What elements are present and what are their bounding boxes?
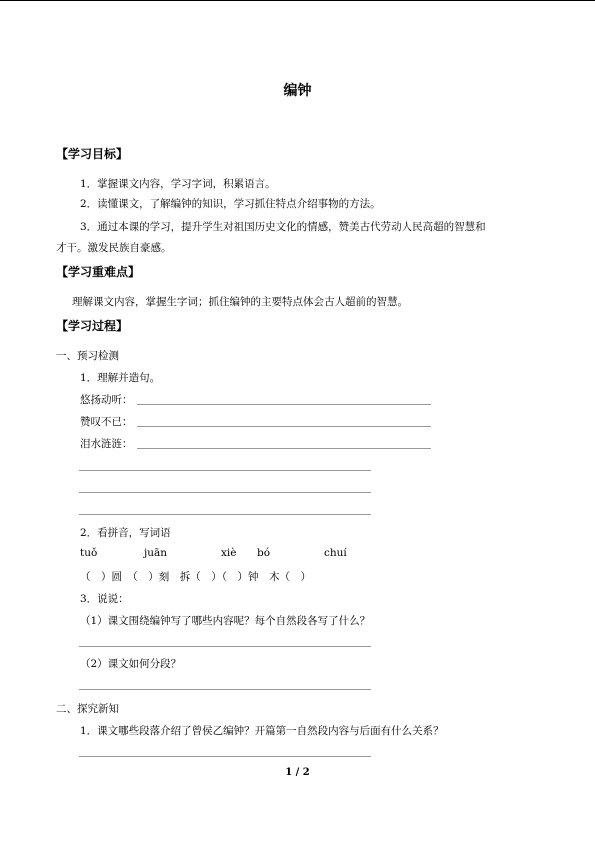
part2-q1: 1．课文哪些段落介绍了曾侯乙编钟？开篇第一自然段内容与后面有什么关系？ <box>80 725 444 737</box>
term-label-3: 泪水涟涟： <box>80 438 133 450</box>
pinyin-5: chuí <box>324 547 347 559</box>
key-text: 理解课文内容，掌握生字词；抓住编钟的主要特点体会古人超前的智慧。 <box>72 296 408 308</box>
goal-item-3: 3．通过本课的学习，提升学生对祖国历史文化的情感，赞美古代劳动人民高超的智慧和 <box>80 221 486 233</box>
header-rule <box>0 0 595 1</box>
key-heading: 【学习重难点】 <box>56 265 141 279</box>
goal-item-2: 2．读懂课文，了解编钟的知识，学习抓住特点介绍事物的方法。 <box>80 198 381 210</box>
q1-title: 1．理解并造句。 <box>80 372 161 384</box>
part1-title: 一、预习检测 <box>56 350 119 362</box>
q3-title: 3．说说： <box>80 593 129 605</box>
pinyin-word-blanks[interactable]: （ ）圆 （ ）刻 拆（ ）（ ）钟 木（ ） <box>80 571 311 583</box>
q3-sub2: （2）课文如何分段？ <box>80 658 182 670</box>
goal-item-3-cont: 才干。激发民族自豪感。 <box>56 242 172 254</box>
answer-line[interactable] <box>79 492 371 493</box>
document-title: 编钟 <box>283 83 312 99</box>
pinyin-2: juān <box>144 547 168 559</box>
process-heading: 【学习过程】 <box>56 319 129 333</box>
answer-line[interactable] <box>79 756 371 757</box>
term-answer-line-1[interactable] <box>137 404 431 405</box>
page-number: 1 / 2 <box>285 767 310 778</box>
answer-line[interactable] <box>79 514 371 515</box>
q2-title: 2．看拼音，写词语 <box>80 527 171 539</box>
pinyin-1: tuǒ <box>80 547 98 559</box>
term-label-1: 悠扬动听： <box>80 394 133 406</box>
term-answer-line-3[interactable] <box>137 448 431 449</box>
term-label-2: 赞叹不已： <box>80 416 133 428</box>
answer-line[interactable] <box>79 689 371 690</box>
pinyin-4: bó <box>257 547 271 559</box>
goal-item-1: 1．掌握课文内容，学习字词，积累语言。 <box>80 178 276 190</box>
term-answer-line-2[interactable] <box>137 426 431 427</box>
goals-heading: 【学习目标】 <box>56 147 129 161</box>
answer-line[interactable] <box>79 646 371 647</box>
part2-title: 二、探究新知 <box>56 703 119 715</box>
answer-line[interactable] <box>79 470 371 471</box>
pinyin-3: xiè <box>221 547 237 559</box>
q3-sub1: （1）课文围绕编钟写了哪些内容呢？每个自然段各写了什么？ <box>80 615 371 627</box>
